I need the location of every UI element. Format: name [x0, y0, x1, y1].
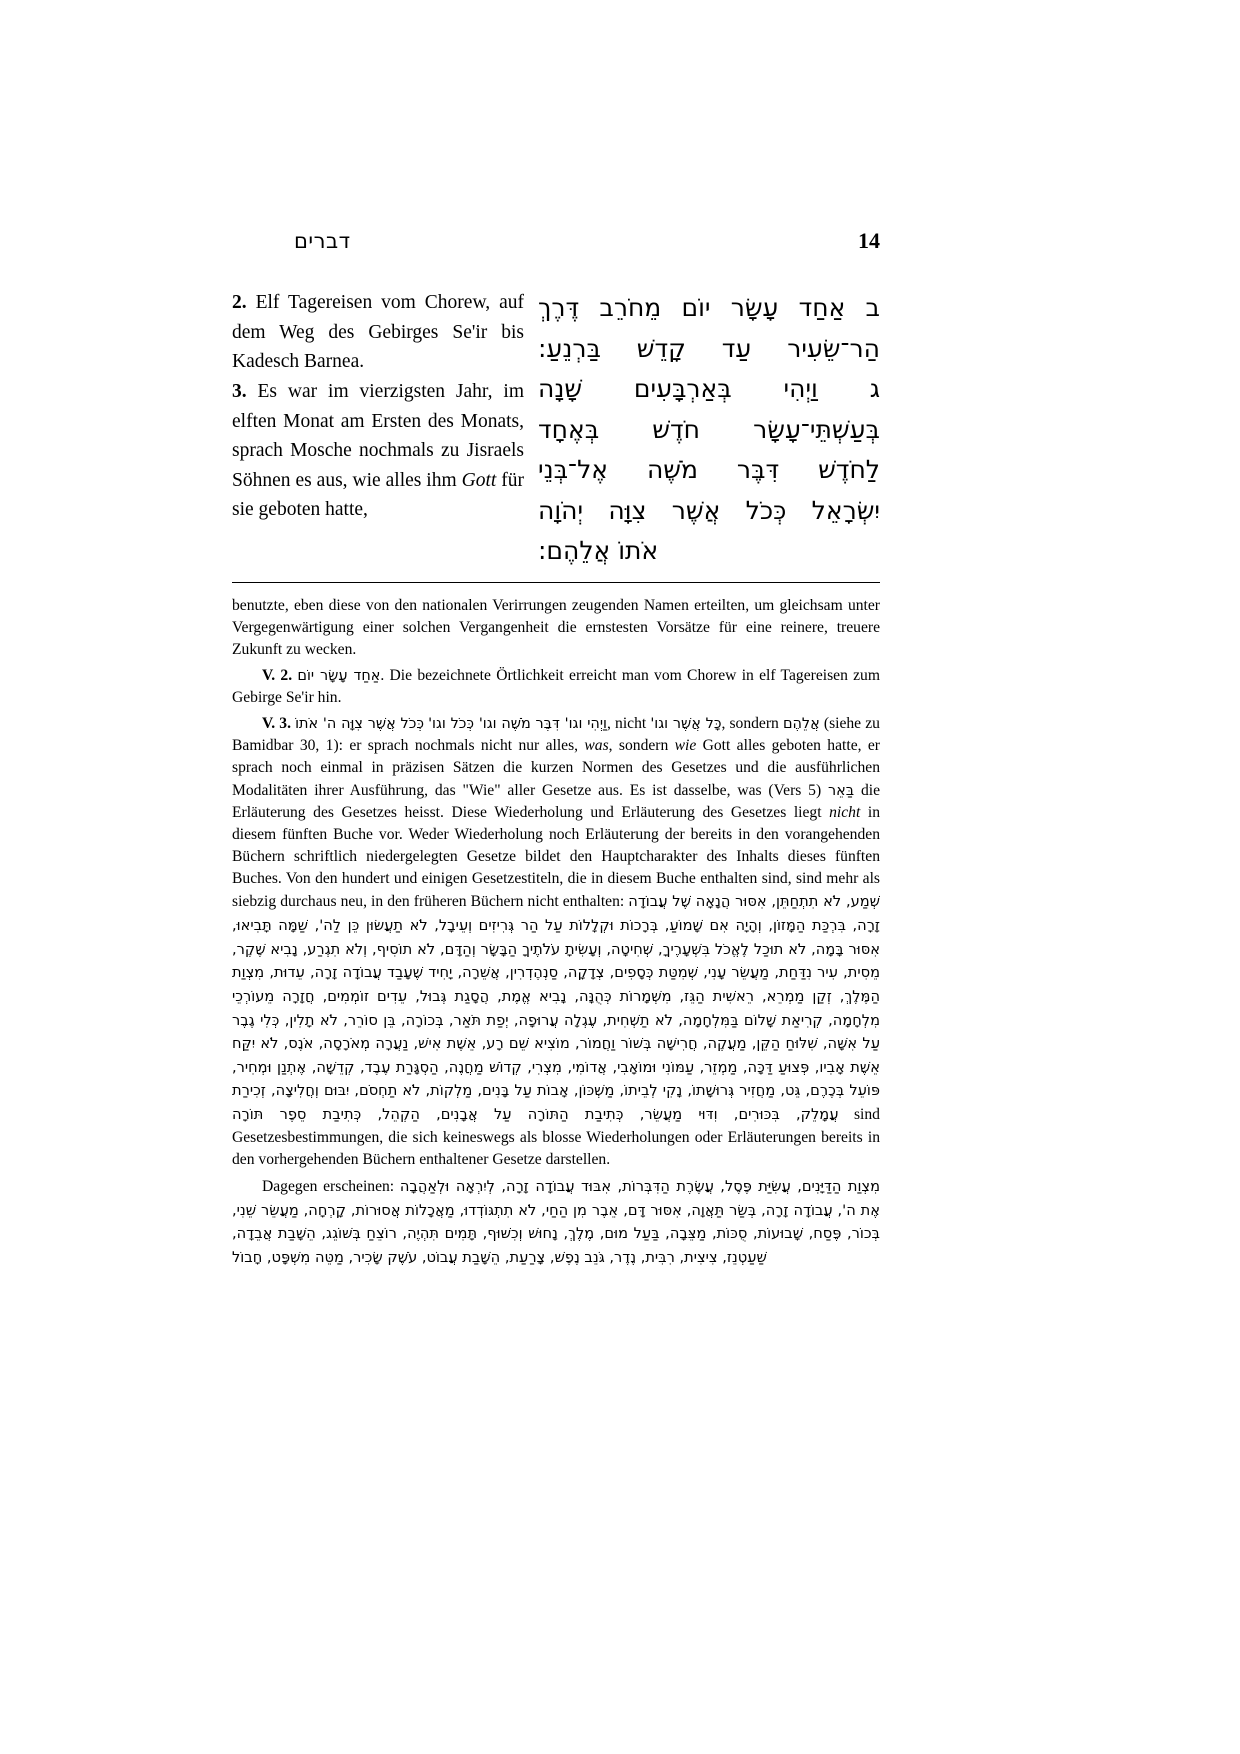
- commentary-v3-text-3: (siehe zu Bamidbar 30, 1): er sprach nochmals nicht nur alles,: [232, 715, 880, 755]
- commentary-section: [232, 595, 880, 1270]
- verse-2-german: [232, 288, 524, 377]
- commentary-v3-text-1: , nicht: [606, 715, 651, 733]
- hebrew-text-column: [538, 288, 880, 572]
- hebrew-line-3: ג וַיְהִי בְּאַרְבָּעִים שָׁנָה: [538, 374, 880, 403]
- commentary-v3-italic-wie: wie: [674, 737, 697, 755]
- commentary-v3-text-2: , sondern: [721, 715, 783, 733]
- commentary-carryover-paragraph: benutzte, eben diese von den nationalen Verirrungen zeugenden Namen erteilten, um gleichsam unter Vergegenwärtigung einer solchen Vergangenheit die ernstesten Vorsätze für eine reinere, treuere Zukunft zu wecken.: [232, 596, 880, 658]
- hebrew-line-4: בְּעַשְׁתֵּי־עָשָׂר חֹדֶשׁ בְּאֶחָד: [538, 414, 880, 444]
- commentary-v3-hebrew-d: בַּאֵר: [828, 782, 855, 799]
- verse-3-text-a: Es war im vierzigsten Jahr, im elften Monat am Ersten des Monats, sprach Mosche nochmals zu Jisraels Söhnen es aus, wie alles ihm: [232, 380, 524, 491]
- commentary-v3-text-6: die Erläuterung des Gesetzes heisst. Diese Wiederholung und Erläuterung des Gesetzes liegt: [232, 781, 880, 821]
- running-head-hebrew-title: דברים: [294, 229, 351, 253]
- commentary-v3-italic-was: was: [584, 737, 609, 755]
- commentary-v3-text-4: , sondern: [608, 737, 675, 755]
- verse-3-german: [232, 377, 524, 525]
- commentary-dagegen-intro: Dagegen erscheinen:: [262, 1178, 400, 1196]
- commentary-v3-label: V. 3.: [262, 715, 291, 733]
- commentary-v2-hebrew-lemma: אַחַד עָשָׂר יוֹם: [297, 667, 381, 684]
- commentary-verse-3-paragraph: [232, 713, 880, 1171]
- commentary-dagegen-paragraph: [232, 1175, 880, 1270]
- commentary-v3-hebrew-c: אֲלֵהֶם: [782, 716, 820, 733]
- hebrew-line-2: הַר־שֵׂעִיר עַד קָדֵשׁ בַּרְנֵעַ:: [538, 333, 880, 363]
- hebrew-line-1: ב אַחַד עָשָׂר יוֹם מֵחֹרֵב דֶּרֶךְ: [538, 293, 880, 322]
- verse-2-text: Elf Tagereisen vom Chorew, auf dem Weg des Gebirges Se'ir bis Kadesch Barnea.: [232, 292, 524, 373]
- commentary-verse-2-paragraph: [232, 665, 880, 709]
- commentary-v3-italic-nicht: nicht: [829, 803, 861, 821]
- commentary-v2-label: V. 2.: [262, 666, 293, 684]
- verse-3-number: 3.: [232, 380, 247, 402]
- commentary-v3-hebrew-a: וַיְהִי וגו' דִּבֶּר מֹשֶׁה וגו' כְּכֹל וגו': [428, 716, 607, 733]
- commentary-v3-hebrew-b: כָּל אֲשֶׁר וגו': [650, 716, 722, 733]
- page-content: [232, 228, 880, 1270]
- page-number: 14: [858, 228, 880, 253]
- hebrew-line-6: יִשְׂרָאֵל כְּכֹל אֲשֶׁר צִוָּה יְהֹוָה: [538, 495, 880, 525]
- verse-3-text-b: für sie geboten hatte,: [232, 469, 524, 521]
- commentary-v3-hebrew-new-laws-list: שְׁמַע, לֹא תִתְחַתֵּן, אִסּוּר הֲנָאָה שֶׁל עֲבוֹדָה זָרָה, בִּרְכַּת הַמָּזוֹן, וְהָיָה אִם שָׁמוֹעַ, בְּרָכוֹת וּקְלָלוֹת עַל הַר גְּרִיזִים וְעֵיבָל, לֹא תַעֲשׂוּן כֵּן לַה', שַׁמָּה תָּבִיאוּ, אִסּוּר בָּמָה, לֹא תוּכַל לֶאֱכֹל בִּשְׁעָרֶיךָ, שְׁחִיטָה, וְעָשִׂיתָ עֹלֹתֶיךָ הַבָּשָׂר וְהַדָּם, לֹא תוֹסִיף, וְלֹא תִגְרַע, נָבִיא שֶׁקֶר, מֵסִית, עִיר נִדַּחַת, מַעֲשֵׂר עָנִי, שְׁמִטַּת כְּסָפִים, צְדָקָה, סַנְהֶדְרִין, אֲשֵׁרָה, יָחִיד שֶׁעָבַד עֲבוֹדָה זָרָה, עֵדוּת, מִצְוַת הַמֶּלֶךְ, זְקַן מַמְרֵא, רֵאשִׁית הַגֵּז, מִשְׁמָרוֹת כְּהֻנָּה, נָבִיא אֱמֶת, הֲסָגַת גְּבוּל, עֵדִים זוֹמְמִים, חֲזָרָה מֵעוֹרְכֵי מִלְחָמָה, קְרִיאַת שָׁלוֹם בַּמִּלְחָמָה, לֹא תַשְׁחִית, עֶגְלָה עֲרוּפָה, יְפַת תֹּאַר, בְּכוֹרָה, בֵּן סוֹרֵר, לֹא תָלִין, כְּלִי גֶבֶר עַל אִשָּׁה, שִׁלּוּחַ הַקֵּן, מַעֲקֶה, חֲרִישָׁה בְּשׁוֹר וַחֲמוֹר, מוֹצִיא שֵׁם רָע, אֵשֶׁת אִישׁ, נַעֲרָה מְאֹרָסָה, אֹנֶס, לֹא יִקַּח אֵשֶׁת אָבִיו, פְּצוּעַ דַּכָּה, מַמְזֵר, עַמּוֹנִי וּמוֹאָבִי, אֲדוֹמִי, מִצְרִי, קְדוֹשׁ מַחֲנֶה, הַסְגָּרַת עֶבֶד, קְדֵשָׁה, אֶתְנַן וּמְחִיר, פּוֹעֵל בְּכֶרֶם, גֵּט, מַחֲזִיר גְּרוּשָׁתוֹ, נָקִי לְבֵיתוֹ, מַשְׁכּוֹן, אָבוֹת עַל בָּנִים, מַלְקוֹת, לֹא תַחְסֹם, יִבּוּם וְחֲלִיצָה, זְכִירַת עֲמָלֵק, בִּכּוּרִים, וִדּוּי מַעֲשֵׂר, כְּתִיבַת הַתּוֹרָה עַל אֲבָנִים, הַקְהֵל, כְּתִיבַת סֵפֶר תּוֹרָה: [232, 893, 880, 1124]
- commentary-divider: [232, 582, 880, 583]
- commentary-v2-text: . Die bezeichnete Örtlichkeit erreicht man vom Chorew in elf Tagereisen zum Gebirge Se'ir hin.: [232, 666, 880, 707]
- commentary-v3-text-5: Gott alles geboten hatte, er sprach noch einmal in präzisen Sätzen die kurzen Normen des Gesetzes und die ausführlichen Modalitäten ihrer Ausführung, das "Wie" aller Gesetze aus. Es ist dasselbe, was (Vers 5): [232, 737, 880, 799]
- commentary-dagegen-hebrew-list: מִצְוַת הַדַּיָּנִים, עֲשִׂיַּת פֶּסֶל, עֲשֶׂרֶת הַדִּבְּרוֹת, אִבּוּד עֲבוֹדָה זָרָה, לְיִרְאָה וּלְאַהֲבָה אֶת ה', עֲבוֹדָה זָרָה, בְּשַׂר תַּאֲוָה, אִסּוּר דָּם, אֵבֶר מִן הַחַי, לֹא תִתְגּוֹדְדוּ, מַאֲכָלוֹת אֲסוּרוֹת, קָרְחָה, מַעֲשֵׂר שֵׁנִי, בְּכוֹר, פֶּסַח, שָׁבוּעוֹת, סֻכּוֹת, מַצֵּבָה, בַּעַל מוּם, מֶלֶךְ, נָחוּשׁ וְכִשּׁוּף, תָּמִים תִּהְיֶה, רוֹצֵחַ בְּשׁוֹגֵג, הֵשָׁבַת אֲבֵדָה, שַׁעַטְנֵז, צִיצִית, רִבִּית, נֶדֶר, גֹּנֵב נֶפֶשׁ, צָרַעַת, הֵשָׁבַת עֲבוֹט, עֹשֶׁק שָׂכִיר, מַטֵּה מִשְׁפָּט, חָבוֹל: [232, 1178, 880, 1266]
- verse-block: [232, 288, 880, 572]
- commentary-v3-text-8: sind Gesetzesbestimmungen, die sich keineswegs als blosse Wiederholungen oder Erläuterungen bereits in den vorhergehenden Büchern enthaltener Gesetze darstellen.: [232, 1106, 880, 1168]
- running-head: [232, 228, 880, 254]
- hebrew-line-7: אֹתוֹ אֲלֵהֶם:: [538, 536, 659, 565]
- german-translation-column: [232, 288, 538, 572]
- verse-3-emphasis-gott: Gott: [461, 469, 497, 491]
- commentary-v3-text-7: in diesem fünften Buche vor. Weder Wiederholung noch Erläuterung der bereits in den vorangehenden Büchern schriftlich niedergelegten Gesetze bildet den Hauptcharakter des Inhalts dieses fünften Buches. Von den hundert und einigen Gesetzestiteln, die in diesem Buche enthalten sind, sind mehr als siebzig durchaus neu, in den früheren Büchern nicht enthalten:: [232, 803, 881, 911]
- hebrew-line-5: לַחֹדֶשׁ דִּבֶּר מֹשֶׁה אֶל־בְּנֵי: [538, 455, 880, 484]
- commentary-v3-hebrew-lemma: כְּכֹל אֲשֶׁר צִוָּה ה' אֹתוֹ: [295, 716, 424, 733]
- verse-2-number: 2.: [232, 292, 247, 313]
